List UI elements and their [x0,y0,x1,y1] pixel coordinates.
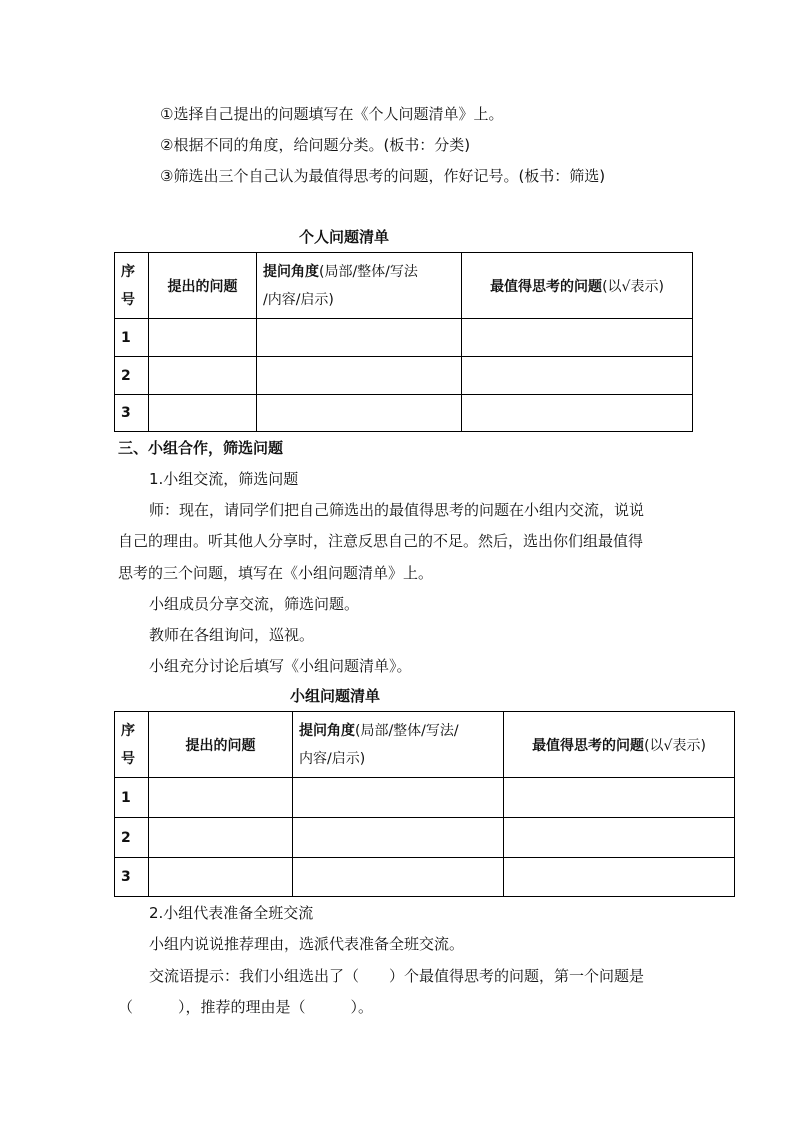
table-cell[interactable] [149,395,257,432]
table-row [115,395,693,432]
section3-heading: 三、小组合作，筛选问题 [118,439,284,457]
table-cell[interactable] [293,858,504,897]
section3-para1-line2: 自己的理由。听其他人分享时，注意反思自己的不足。然后，选出你们组最值得 [118,532,644,550]
individual-question-table [114,252,693,432]
table1-row-index: 1 [115,319,149,357]
table1-header-index [115,253,149,319]
table1-title: 个人问题清单 [299,228,390,246]
table1-header-angle-bold: 提问角度 [263,263,319,280]
section3-para4: 小组充分讨论后填写《小组问题清单》。 [149,657,412,675]
table-cell[interactable] [293,778,504,818]
section4-para6-line2: （ ），推荐的理由是（ ）。 [118,998,374,1016]
table-cell[interactable] [257,395,462,432]
section4-para5: 小组内说说推荐理由，选派代表准备全班交流。 [149,935,465,953]
table-cell[interactable] [257,319,462,357]
table-cell[interactable] [149,818,293,858]
table-cell[interactable] [293,818,504,858]
step-3: ③筛选出三个自己认为最值得思考的问题，作好记号。(板书：筛选) [160,167,606,185]
table2-header-row [115,712,735,778]
section4-sub2: 2.小组代表准备全班交流 [149,904,314,922]
section3-sub1: 1.小组交流，筛选问题 [149,470,299,488]
table-row [115,357,693,395]
table1-header-index-a: 序 [121,263,135,280]
table1-header-angle [257,253,462,319]
table-cell[interactable] [149,858,293,897]
table1-header-question: 提出的问题 [149,253,257,319]
table1-row-index: 2 [115,357,149,395]
table1-header-row [115,253,693,319]
table2-row-index: 3 [115,858,149,897]
table-cell[interactable] [462,319,693,357]
table2-header-question: 提出的问题 [149,712,293,778]
step-2: ②根据不同的角度，给问题分类。(板书：分类) [160,136,471,154]
table2-header-best [504,712,735,778]
section4-para6-line1: 交流语提示：我们小组选出了（ ）个最值得思考的问题，第一个问题是 [149,967,645,985]
section3-para1-line1: 师：现在，请同学们把自己筛选出的最值得思考的问题在小组内交流，说说 [149,501,645,519]
section3-para1-line3: 思考的三个问题，填写在《小组问题清单》上。 [118,564,434,582]
table-cell[interactable] [504,818,735,858]
table2-row-index: 2 [115,818,149,858]
table2-header-angle-b: 内容/启示) [299,750,366,767]
section3-para3: 教师在各组询问，巡视。 [149,626,315,644]
table-cell[interactable] [149,319,257,357]
table-row [115,858,735,897]
table-row [115,818,735,858]
table-cell[interactable] [149,778,293,818]
table2-header-best-bold: 最值得思考的问题 [532,737,645,754]
table2-row-index: 1 [115,778,149,818]
table2-header-index-b: 号 [121,750,135,767]
table-row [115,319,693,357]
table1-header-best-note: (以√表示) [602,278,664,295]
table2-header-angle [293,712,504,778]
table-cell[interactable] [462,395,693,432]
step-1: ①选择自己提出的问题填写在《个人问题清单》上。 [160,105,504,123]
section3-para2: 小组成员分享交流，筛选问题。 [149,595,360,613]
table2-title: 小组问题清单 [290,687,381,705]
table-cell[interactable] [462,357,693,395]
table1-row-index: 3 [115,395,149,432]
table1-header-angle-a: (局部/整体/写法 [319,263,418,280]
table2-header-angle-a: (局部/整体/写法/ [355,722,459,739]
table2-header-best-note: (以√表示) [644,737,706,754]
table1-header-best [462,253,693,319]
table-cell[interactable] [504,858,735,897]
group-question-table [114,711,735,897]
table-cell[interactable] [504,778,735,818]
table2-header-angle-bold: 提问角度 [299,722,355,739]
table1-header-index-b: 号 [121,291,135,308]
table2-header-index-a: 序 [121,722,135,739]
table2-header-index [115,712,149,778]
table1-header-angle-b: /内容/启示) [263,291,334,308]
table-cell[interactable] [149,357,257,395]
table-row [115,778,735,818]
table1-header-best-bold: 最值得思考的问题 [490,278,603,295]
table-cell[interactable] [257,357,462,395]
